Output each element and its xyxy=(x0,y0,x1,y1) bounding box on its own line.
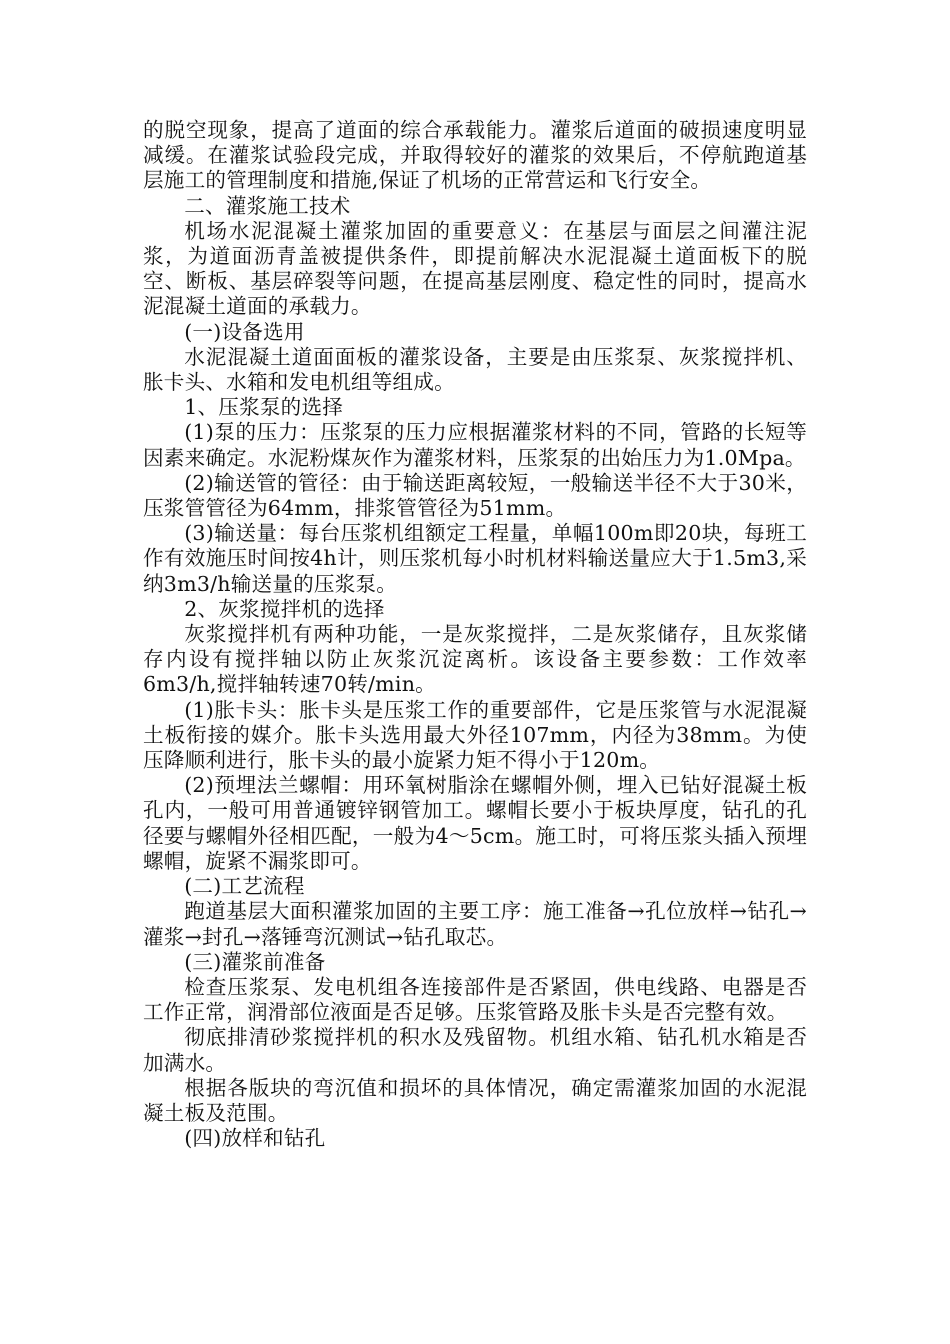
paragraph-expansion-head: (1)胀卡头：胀卡头是压浆工作的重要部件，它是压浆管与水泥混凝土板衔接的媒介。胀卡头选用最大外径107mm，内径为38mm。为使压降顺利进行，胀卡头的最小旋紧力矩不得小于120m。 xyxy=(143,697,807,773)
paragraph-pipe-diameter: (2)输送管的管径：由于输送距离较短，一般输送半径不大于30米，压浆管管径为64mm，排浆管管径为51mm。 xyxy=(143,470,807,521)
heading-pump-selection: 1、压浆泵的选择 xyxy=(184,395,344,420)
heading-grouting-technique: 二、灌浆施工技术 xyxy=(184,193,351,218)
paragraph-determine-range: 根据各版块的弯沉值和损坏的具体情况，确定需灌浆加固的水泥混凝土板及范围。 xyxy=(143,1075,807,1125)
heading-layout-drilling: (四)放样和钻孔 xyxy=(184,1126,326,1151)
paragraph-mixer: 灰浆搅拌机有两种功能，一是灰浆搅拌，二是灰浆储存，且灰浆储存内设有搅拌轴以防止灰浆沉淀离析。该设备主要参数：工作效率6m3/h,搅拌轴转速70转/min。 xyxy=(143,622,807,697)
paragraph-pump-pressure: (1)泵的压力：压浆泵的压力应根据灌浆材料的不同，管路的长短等因素来确定。水泥粉煤灰作为灌浆材料，压浆泵的出始压力为1.0Mpa。 xyxy=(143,420,807,470)
paragraph-process-flow: 跑道基层大面积灌浆加固的主要工序：施工准备→孔位放样→钻孔→灌浆→封孔→落锤弯沉测试→钻孔取芯。 xyxy=(143,899,807,949)
paragraph-intro-continued: 的脱空现象，提高了道面的综合承载能力。灌浆后道面的破损速度明显减缓。在灌浆试验段完成，并取得较好的灌浆的效果后，不停航跑道基层施工的管理制度和措施,保证了机场的正常营运和飞行安全。 xyxy=(143,118,807,193)
heading-equipment-selection: (一)设备选用 xyxy=(184,319,305,344)
heading-process-flow: (二)工艺流程 xyxy=(184,874,305,899)
paragraph-delivery-volume: (3)输送量：每台压浆机组额定工程量，单幅100m即20块，每班工作有效施压时间按4h计，则压浆机每小时机材料输送量应大于1.5m3,采纳3m3/h输送量的压浆泵。 xyxy=(143,521,807,596)
paragraph-clean-mixer: 彻底排清砂浆搅拌机的积水及残留物。机组水箱、钻孔机水箱是否加满水。 xyxy=(143,1025,807,1075)
document-body xyxy=(143,118,807,1151)
heading-preparation: (三)灌浆前准备 xyxy=(184,949,326,974)
paragraph-check-equipment: 检查压浆泵、发电机组各连接部件是否紧固，供电线路、电器是否工作正常，润滑部位液面是否足够。压浆管路及胀卡头是否完整有效。 xyxy=(143,974,807,1025)
paragraph-flange-nut: (2)预埋法兰螺帽：用环氧树脂涂在螺帽外侧，埋入已钻好混凝土板孔内，一般可用普通镀锌钢管加工。螺帽长要小于板块厚度，钻孔的孔径要与螺帽外径相匹配，一般为4～5cm。施工时，可将压浆头插入预埋螺帽，旋紧不漏浆即可。 xyxy=(143,773,807,873)
paragraph-equipment: 水泥混凝土道面面板的灌浆设备，主要是由压浆泵、灰浆搅拌机、胀卡头、水箱和发电机组等组成。 xyxy=(143,344,807,395)
paragraph-importance: 机场水泥混凝土灌浆加固的重要意义：在基层与面层之间灌注泥浆，为道面沥青盖被提供条件，即提前解决水泥混凝土道面板下的脱空、断板、基层碎裂等问题，在提高基层刚度、稳定性的同时，提高水泥混凝土道面的承载力。 xyxy=(143,218,807,319)
heading-mixer-selection: 2、灰浆搅拌机的选择 xyxy=(184,596,385,621)
